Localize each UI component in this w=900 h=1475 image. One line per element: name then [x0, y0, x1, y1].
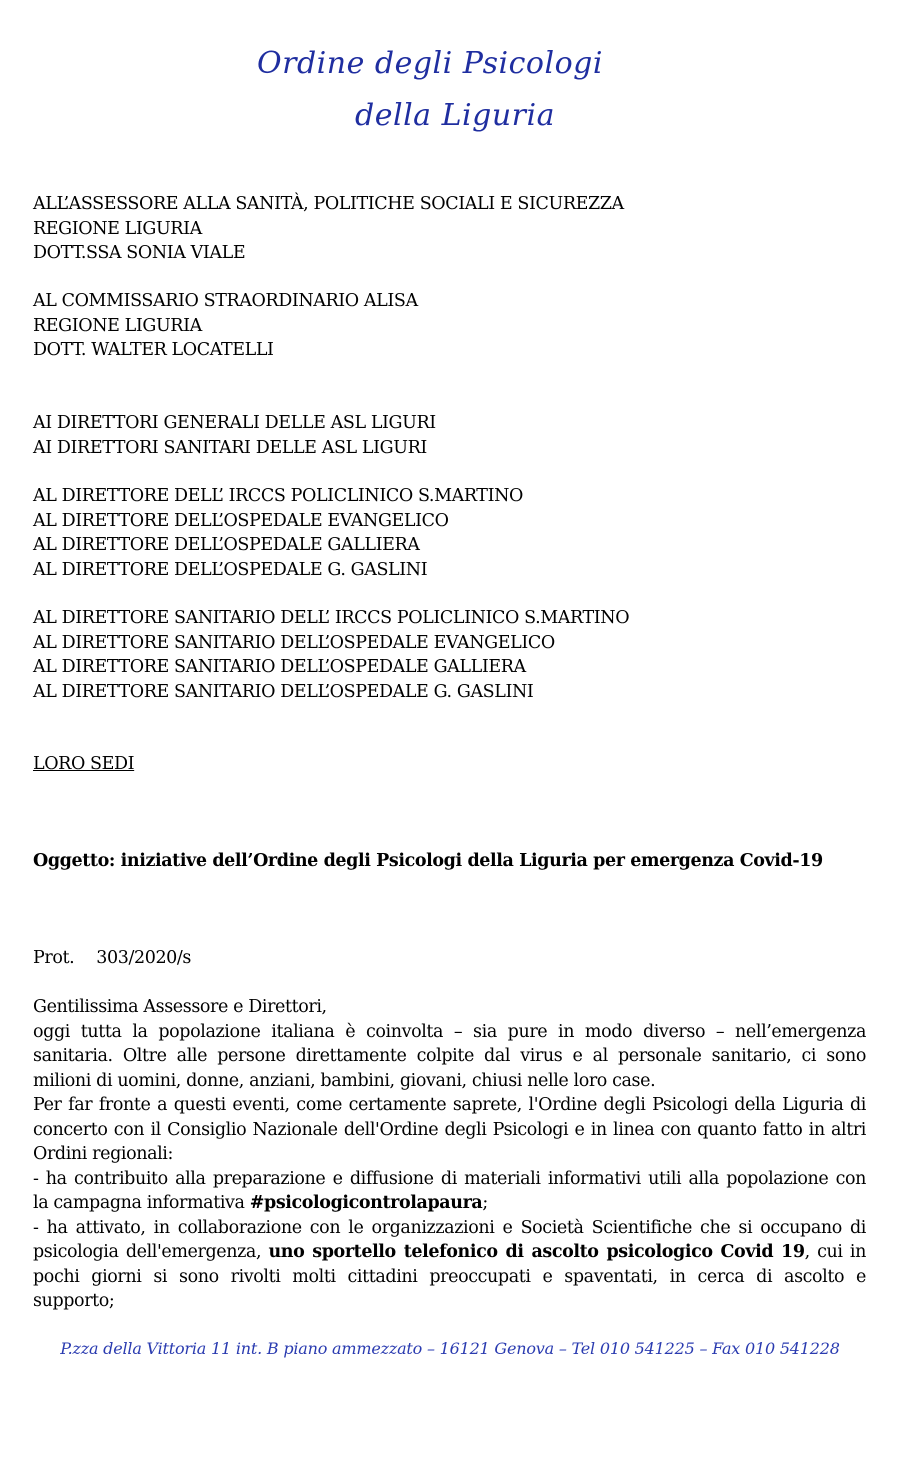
recipient-line: REGIONE LIGURIA	[33, 315, 202, 336]
recipient-line: REGIONE LIGURIA	[33, 218, 202, 239]
letterhead-line-2: della Liguria	[355, 98, 555, 133]
letter-body	[33, 995, 866, 1314]
paragraph-line: - ha contribuito alla preparazione e diffusione di materiali informativi utili alla popolazione con	[33, 1168, 866, 1189]
recipient-line: AL DIRETTORE SANITARIO DELL’ IRCCS POLICLINICO S.MARTINO	[33, 608, 630, 628]
protocol-line	[33, 946, 866, 971]
paragraph-line: - ha attivato, in collaborazione con le organizzazioni e Società Scientifiche che si occupano di	[33, 1217, 866, 1238]
recipient-line: DOTT. WALTER LOCATELLI	[33, 340, 274, 360]
loro-sedi-label: LORO SEDI	[33, 754, 135, 774]
letterhead-logo	[0, 38, 900, 142]
text-fragment: la campagna informativa	[33, 1193, 250, 1213]
salutation: Gentilissima Assessore e Direttori,	[33, 997, 327, 1017]
text-fragment: , cui in	[804, 1242, 867, 1262]
recipient-block-1	[33, 192, 866, 266]
paragraph-line: Ordini regionali:	[33, 1144, 173, 1164]
recipient-line: AL DIRETTORE DELL’OSPEDALE GALLIERA	[33, 535, 420, 555]
recipient-block-4	[33, 484, 866, 582]
protocol-number: 303/2020/s	[96, 948, 191, 968]
recipient-line: AL DIRETTORE DELL’ IRCCS POLICLINICO S.MARTINO	[33, 486, 523, 506]
paragraph-line: oggi tutta la popolazione italiana è coinvolta – sia pure in modo diverso – nell’emergenza	[33, 1021, 866, 1042]
letterhead-line-1: Ordine degli Psicologi	[257, 46, 603, 81]
paragraph-line: sanitaria. Oltre alle persone direttamente colpite dal virus e al personale sanitario, ci sono	[33, 1046, 866, 1066]
recipient-line: AL DIRETTORE DELL’OSPEDALE G. GASLINI	[33, 559, 428, 580]
recipient-line: DOTT.SSA SONIA VIALE	[33, 243, 246, 263]
recipient-line: AL COMMISSARIO STRAORDINARIO ALISA	[33, 291, 418, 311]
paragraph-line: Per far fronte a questi eventi, come certamente saprete, l'Ordine degli Psicologi della Liguria di	[33, 1095, 866, 1115]
paragraph-line: supporto;	[33, 1291, 115, 1311]
recipient-line: ALL’ASSESSORE ALLA SANITÀ, POLITICHE SOCIALI E SICUREZZA	[33, 194, 624, 214]
recipient-line: AL DIRETTORE DELL’OSPEDALE EVANGELICO	[33, 510, 449, 531]
recipient-line: AL DIRETTORE SANITARIO DELL’OSPEDALE EVANGELICO	[33, 632, 555, 653]
hashtag-campaign: #psicologicontrolapaura	[249, 1193, 483, 1213]
recipient-block-3	[33, 411, 866, 460]
text-fragment: psicologia dell'emergenza,	[33, 1242, 269, 1262]
footer-address: P.zza della Vittoria 11 int. B piano ammezzato – 16121 Genova – Tel 010 541225 – Fax 010 541228	[60, 1339, 840, 1358]
recipient-block-5	[33, 606, 866, 704]
paragraph-line: milioni di uomini, donne, anziani, bambini, giovani, chiusi nelle loro case.	[33, 1070, 656, 1091]
protocol-label: Prot.	[33, 948, 75, 968]
paragraph-line: concerto con il Consiglio Nazionale dell'Ordine degli Psicologi e in linea con quanto fatto in altri	[33, 1119, 866, 1140]
recipient-line: AI DIRETTORI SANITARI DELLE ASL LIGURI	[33, 437, 427, 458]
paragraph-line	[33, 1191, 866, 1216]
subject-line: Oggetto: iniziative dell’Ordine degli Psicologi della Liguria per emergenza Covid-19	[33, 851, 823, 871]
paragraph-line: pochi giorni si sono rivolti molti cittadini preoccupati e spaventati, in cerca di ascolto e	[33, 1266, 866, 1287]
bold-phrase: uno sportello telefonico di ascolto psicologico Covid 19	[268, 1242, 805, 1262]
paragraph-line	[33, 1240, 866, 1265]
text-fragment: ;	[482, 1193, 488, 1213]
recipient-line: AL DIRETTORE SANITARIO DELL’OSPEDALE G. GASLINI	[33, 681, 534, 702]
recipient-line: AI DIRETTORI GENERALI DELLE ASL LIGURI	[33, 413, 436, 433]
recipient-block-2	[33, 289, 866, 363]
recipient-line: AL DIRETTORE SANITARIO DELL’OSPEDALE GALLIERA	[33, 657, 526, 677]
